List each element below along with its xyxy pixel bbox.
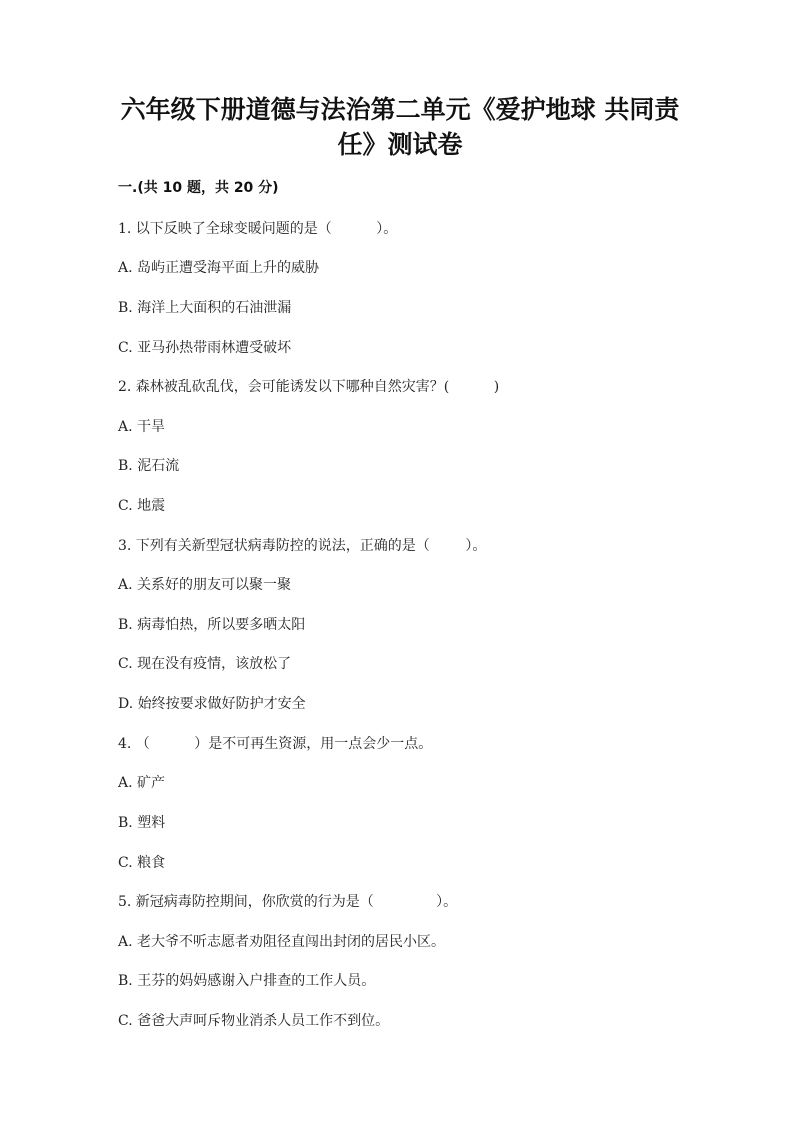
page-title <box>100 92 700 162</box>
question-1-option-b: B. 海洋上大面积的石油泄漏 <box>118 300 292 316</box>
title-line-2: 任》测试卷 <box>337 130 463 159</box>
question-1-option-c: C. 亚马孙热带雨林遭受破坏 <box>118 340 292 356</box>
question-3-option-b: B. 病毒怕热，所以要多晒太阳 <box>118 617 306 633</box>
question-2-option-a: A. 干旱 <box>118 419 166 435</box>
question-4-option-a: A. 矿产 <box>118 775 166 791</box>
question-3-option-d: D. 始终按要求做好防护才安全 <box>118 696 306 712</box>
question-5-option-b: B. 王芬的妈妈感谢入户排查的工作人员。 <box>118 973 376 989</box>
question-3-stem: 3. 下列有关新型冠状病毒防控的说法，正确的是（ ）。 <box>118 538 487 554</box>
question-4-option-c: C. 粮食 <box>118 855 166 871</box>
question-5-stem: 5. 新冠病毒防控期间，你欣赏的行为是（ ）。 <box>118 894 458 910</box>
question-3-option-a: A. 关系好的朋友可以聚一聚 <box>118 577 292 593</box>
question-5-option-c: C. 爸爸大声呵斥物业消杀人员工作不到位。 <box>118 1013 390 1029</box>
question-2-option-b: B. 泥石流 <box>118 458 180 474</box>
question-2-stem: 2. 森林被乱砍乱伐，会可能诱发以下哪种自然灾害？( ) <box>118 379 500 395</box>
section-header: 一.(共 10 题，共 20 分) <box>118 180 279 196</box>
title-line-1: 六年级下册道德与法治第二单元《爱护地球 共同责 <box>120 95 680 124</box>
question-5-option-a: A. 老大爷不听志愿者劝阻径直闯出封闭的居民小区。 <box>118 934 446 950</box>
question-2-option-c: C. 地震 <box>118 498 166 514</box>
question-1-option-a: A. 岛屿正遭受海平面上升的威胁 <box>118 260 320 276</box>
question-3-option-c: C. 现在没有疫情，该放松了 <box>118 656 292 672</box>
question-4-option-b: B. 塑料 <box>118 815 166 831</box>
question-1-stem: 1. 以下反映了全球变暖问题的是（ ）。 <box>118 221 398 237</box>
question-4-stem: 4. （ ）是不可再生资源，用一点会少一点。 <box>118 736 433 752</box>
